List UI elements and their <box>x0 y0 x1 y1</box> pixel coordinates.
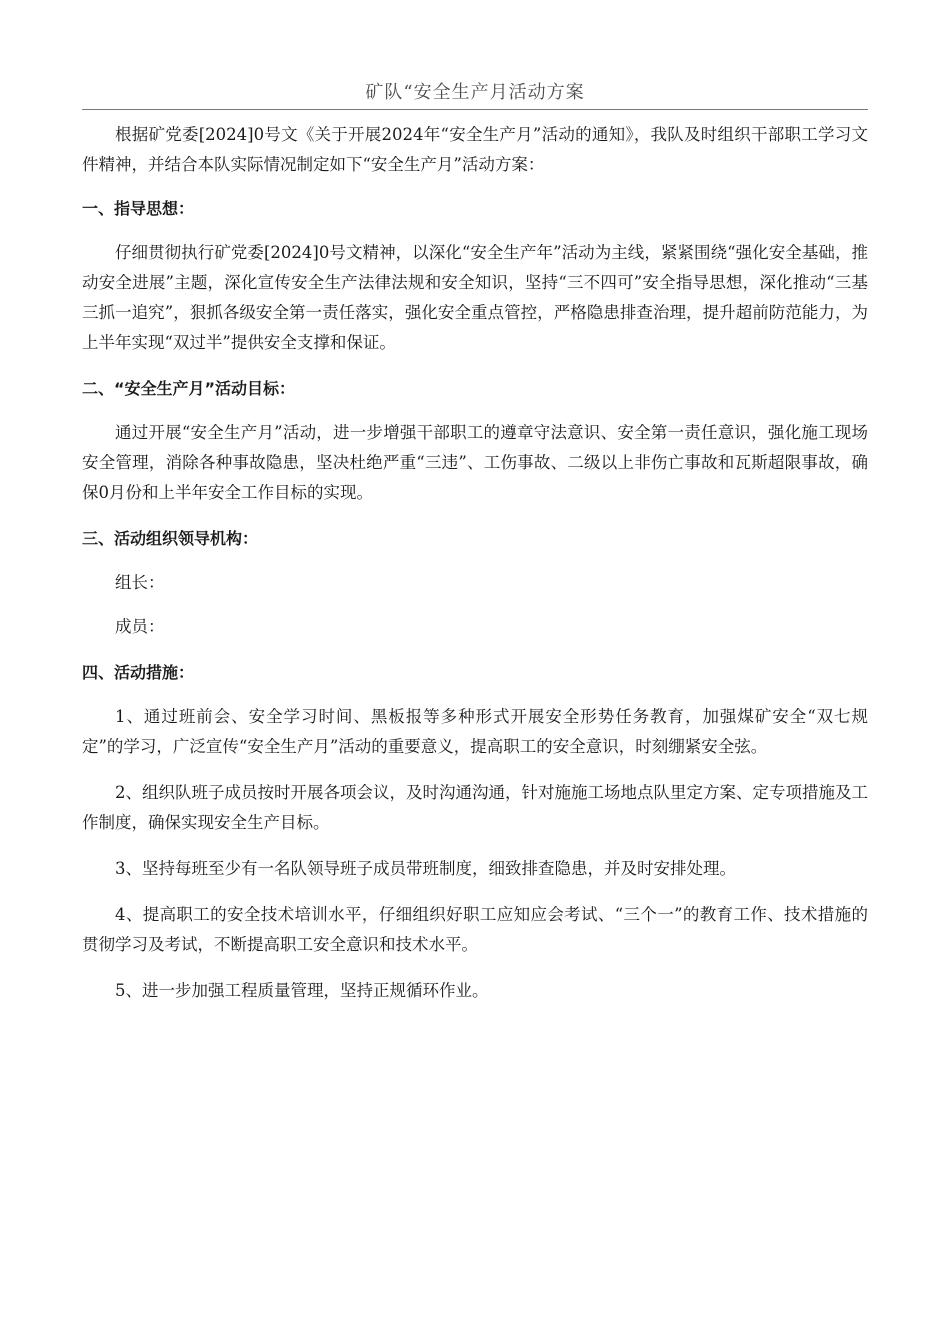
members-line: 成员： <box>115 617 165 636</box>
leader-line: 组长： <box>115 573 165 592</box>
document-title: 矿队“安全生产月活动方案 <box>82 78 868 110</box>
intro-paragraph: 根据矿党委[2024]0号文《关于开展2024年“安全生产月”活动的通知》，我队及时组织干部职工学习文件精神，并结合本队实际情况制定如下“安全生产月”活动方案： <box>82 125 868 174</box>
section-heading-activity-goals: 二、“安全生产月”活动目标： <box>82 379 296 398</box>
measure-item: 4、提高职工的安全技术培训水平，仔细组织好职工应知应会考试、“三个一”的教育工作、技术措施的贯彻学习及考试，不断提高职工安全意识和技术水平。 <box>82 905 868 954</box>
section-heading-guiding-ideology: 一、指导思想： <box>82 199 195 218</box>
section-body-activity-goals: 通过开展“安全生产月”活动，进一步增强干部职工的遵章守法意识、安全第一责任意识，强化施工现场安全管理，消除各种事故隐患，坚决杜绝严重“三违”、工伤事故、二级以上非伤亡事故和瓦斯超限事故，确保0月份和上半年安全工作目标的实现。 <box>82 423 868 502</box>
section-heading-measures: 四、活动措施： <box>82 663 195 682</box>
measure-item: 3、坚持每班至少有一名队领导班子成员带班制度，细致排查隐患，并及时安排处理。 <box>115 859 736 878</box>
measure-item: 2、组织队班子成员按时开展各项会议，及时沟通沟通，针对施施工场地点队里定方案、定专项措施及工作制度，确保实现安全生产目标。 <box>82 783 868 832</box>
section-body-guiding-ideology: 仔细贯彻执行矿党委[2024]0号文精神，以深化“安全生产年”活动为主线，紧紧围绕“强化安全基础，推动安全进展”主题，深化宣传安全生产法律法规和安全知识，坚持“三不四可”安全指导思想，深化推动“三基三抓一追究”，狠抓各级安全第一责任落实，强化安全重点管控，严格隐患排查治理，提升超前防范能力，为上半年实现“双过半”提供安全支撑和保证。 <box>82 243 868 352</box>
measure-item: 1、通过班前会、安全学习时间、黑板报等多种形式开展安全形势任务教育，加强煤矿安全“双七规定”的学习，广泛宣传“安全生产月”活动的重要意义，提高职工的安全意识，时刻绷紧安全弦。 <box>82 707 868 756</box>
measure-item: 5、进一步加强工程质量管理，坚持正规循环作业。 <box>115 981 489 1000</box>
document-page <box>82 78 868 1006</box>
section-heading-leadership: 三、活动组织领导机构： <box>82 529 259 548</box>
